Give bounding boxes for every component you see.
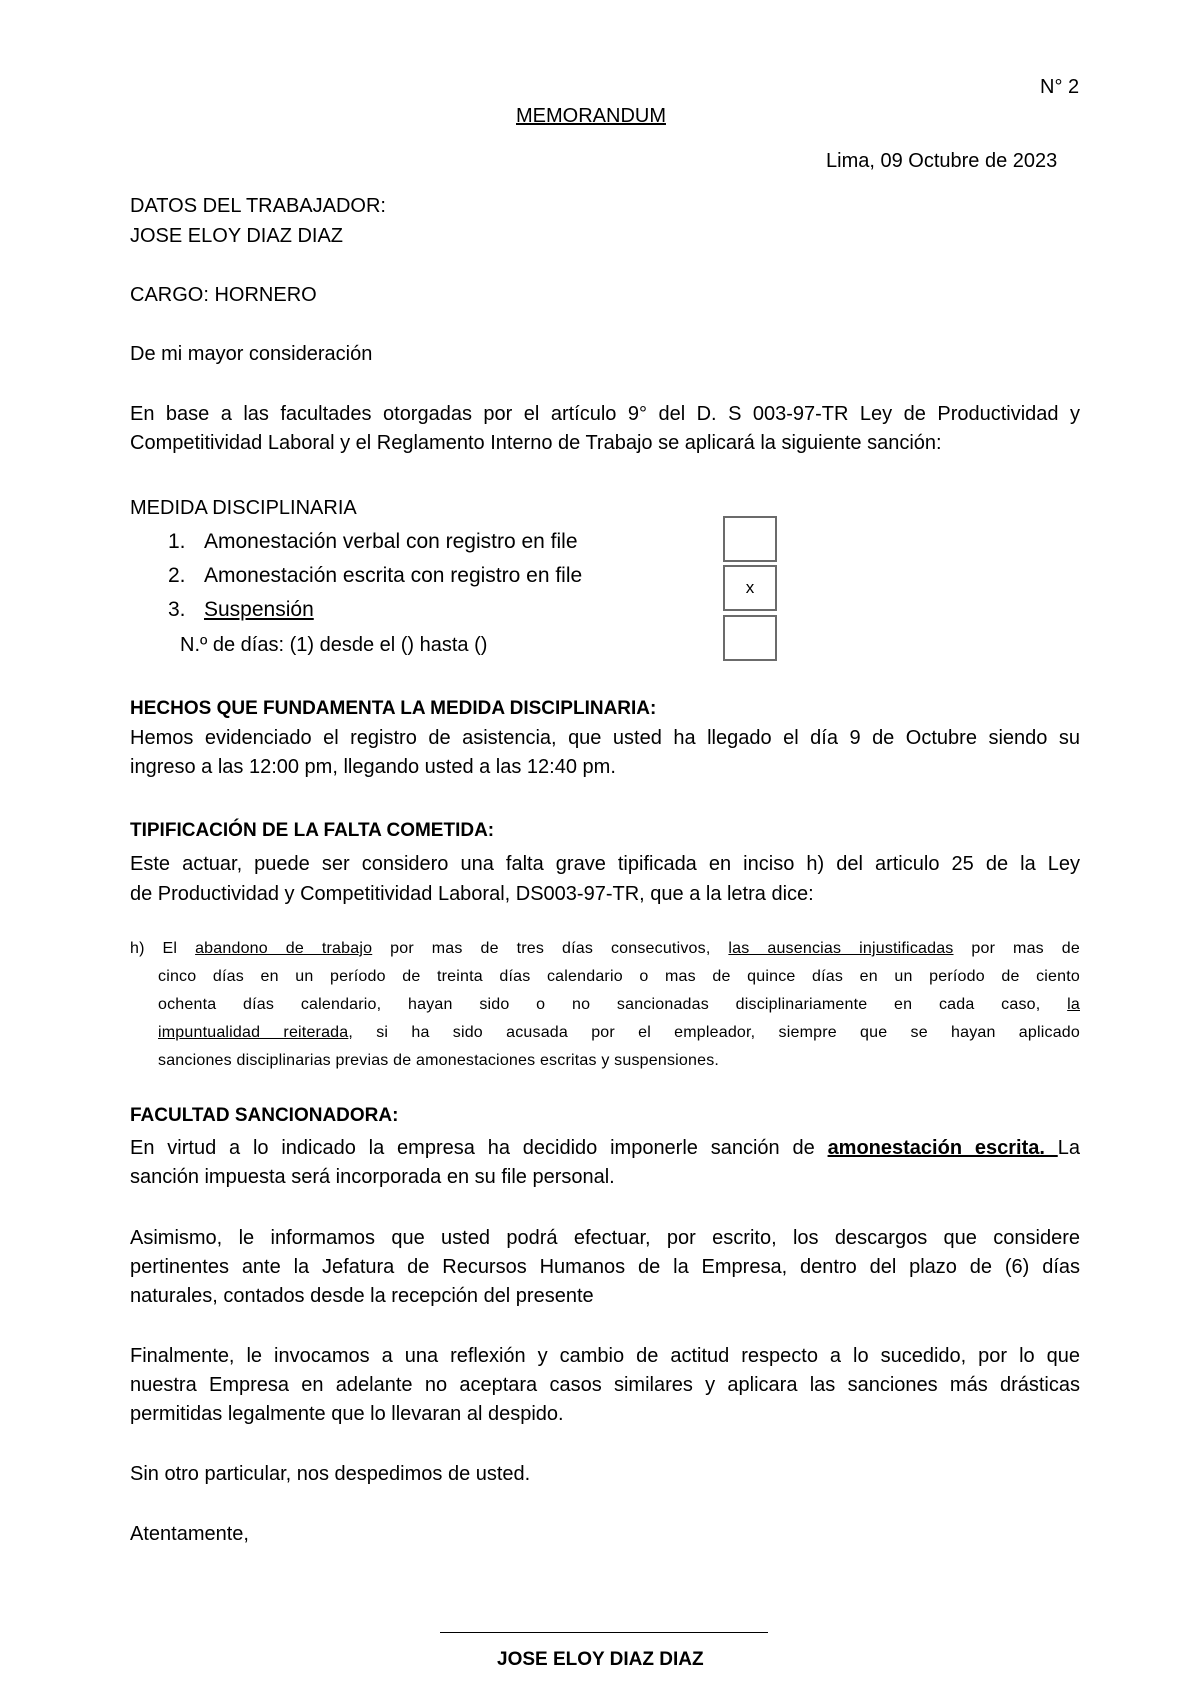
facts-heading: HECHOS QUE FUNDAMENTA LA MEDIDA DISCIPLINARIA: — [130, 698, 657, 719]
checkbox-escrita: x — [723, 565, 777, 611]
finally-line-2: nuestra Empresa en adelante no aceptara casos similares y aplicara las sanciones más drásticas — [130, 1374, 1080, 1396]
typification-line-1: Este actuar, puede ser considero una falta grave tipificada en inciso h) del articulo 25 de la Ley — [130, 853, 1080, 875]
underlined-impuntualidad: impuntualidad reiterada — [158, 1024, 349, 1041]
measure-item-label: Suspensión — [204, 598, 314, 621]
worker-cargo — [130, 284, 317, 307]
intro-line-2: Competitividad Laboral y el Reglamento Interno de Trabajo se aplicará la siguiente sanción: — [130, 432, 942, 454]
quote-line-2: cinco días en un período de treinta días calendario o mas de quince días en un período de ciento — [158, 968, 1080, 985]
worker-section-label: DATOS DEL TRABAJADOR: — [130, 195, 386, 217]
measure-item-num: 1. — [168, 530, 186, 553]
also-line-2: pertinentes ante la Jefatura de Recursos Humanos de la Empresa, dentro del plazo de (6) días — [130, 1256, 1080, 1278]
facts-line-2: ingreso a las 12:00 pm, llegando usted a las 12:40 pm. — [130, 756, 616, 778]
cargo-label: CARGO: — [130, 284, 209, 306]
faculty-heading: FACULTAD SANCIONADORA: — [130, 1105, 399, 1126]
regards: Atentamente, — [130, 1523, 249, 1545]
memo-number: N° 2 — [1040, 76, 1080, 98]
memo-title: MEMORANDUM — [516, 105, 666, 127]
measure-heading: MEDIDA DISCIPLINARIA — [130, 497, 357, 519]
place-date: Lima, 09 Octubre de 2023 — [826, 150, 1058, 172]
intro-line-1: En base a las facultades otorgadas por el artículo 9° del D. S 003-97-TR Ley de Productividad y — [130, 403, 1080, 425]
quote-line-1: h) El abandono de trabajo por mas de tres días consecutivos, las ausencias injustificadas por mas de — [130, 940, 1080, 957]
signature-line — [440, 1632, 768, 1633]
quote-line-3: ochenta días calendario, hayan sido o no sancionadas disciplinariamente en cada caso, la — [158, 996, 1080, 1013]
measure-item-num: 3. — [168, 598, 186, 621]
faculty-line-1: En virtud a lo indicado la empresa ha decidido imponerle sanción de amonestación escrita. La — [130, 1137, 1080, 1159]
measure-item-3 — [168, 598, 314, 622]
typification-line-2: de Productividad y Competitividad Laboral, DS003-97-TR, que a la letra dice: — [130, 883, 814, 905]
finally-line-1: Finalmente, le invocamos a una reflexión y cambio de actitud respecto a lo sucedido, por lo que — [130, 1345, 1080, 1367]
days-line: N.º de días: (1) desde el () hasta () — [180, 634, 488, 656]
underlined-abandono: abandono de trabajo — [195, 940, 373, 957]
measure-item-1 — [168, 530, 578, 554]
greeting: De mi mayor consideración — [130, 343, 373, 365]
underlined-amonestacion: amonestación escrita. — [827, 1137, 1058, 1159]
finally-line-3: permitidas legalmente que lo llevaran al despido. — [130, 1403, 564, 1425]
measure-item-label: Amonestación escrita con registro en file — [204, 564, 583, 587]
also-line-1: Asimismo, le informamos que usted podrá efectuar, por escrito, los descargos que considere — [130, 1227, 1080, 1249]
quote-line-5: sanciones disciplinarias previas de amonestaciones escritas y suspensiones. — [158, 1052, 720, 1069]
checkbox-suspension — [723, 615, 777, 661]
faculty-line-2: sanción impuesta será incorporada en su file personal. — [130, 1166, 615, 1188]
signature-name: JOSE ELOY DIAZ DIAZ — [497, 1649, 704, 1670]
cargo-value: HORNERO — [208, 284, 317, 306]
worker-name: JOSE ELOY DIAZ DIAZ — [130, 225, 344, 247]
facts-line-1: Hemos evidenciado el registro de asistencia, que usted ha llegado el día 9 de Octubre siendo su — [130, 727, 1080, 749]
also-line-3: naturales, contados desde la recepción del presente — [130, 1285, 594, 1307]
measure-item-num: 2. — [168, 564, 186, 587]
quote-line-4: impuntualidad reiterada, si ha sido acusada por el empleador, siempre que se hayan aplicado — [158, 1024, 1080, 1041]
underlined-ausencias: las ausencias injustificadas — [728, 940, 954, 957]
typification-heading: TIPIFICACIÓN DE LA FALTA COMETIDA: — [130, 820, 495, 841]
measure-item-label: Amonestación verbal con registro en file — [204, 530, 578, 553]
measure-item-2 — [168, 564, 583, 588]
farewell: Sin otro particular, nos despedimos de usted. — [130, 1463, 531, 1485]
underlined-la: la — [1067, 996, 1080, 1013]
checkbox-verbal — [723, 516, 777, 562]
